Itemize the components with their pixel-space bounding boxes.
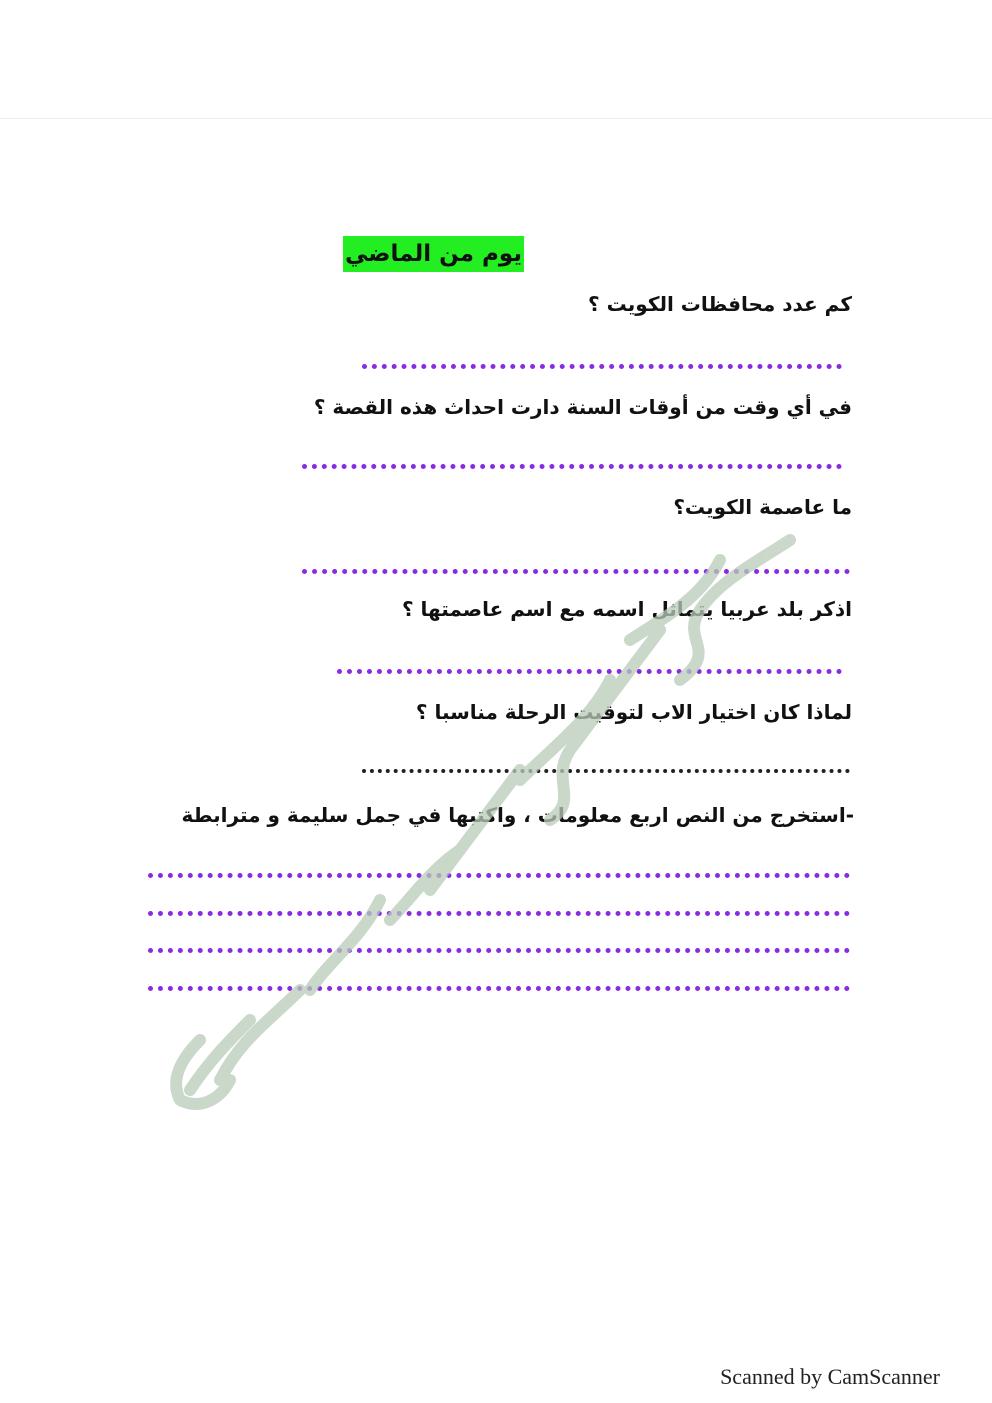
answer-line-1 (362, 364, 842, 369)
answer-line-6a (148, 873, 850, 878)
answer-line-6b (148, 911, 850, 916)
answer-line-4 (337, 669, 842, 674)
question-6: -استخرج من النص اربع معلومات ، واكتبها في جمل سليمة و مترابطة (181, 803, 854, 827)
question-1: كم عدد محافظات الكويت ؟ (588, 292, 852, 316)
question-5: لماذا كان اختيار الاب لتوقيت الرحلة مناسبا ؟ (415, 700, 852, 724)
question-4: اذكر بلد عربيا يتماثل اسمه مع اسم عاصمتها ؟ (401, 597, 852, 621)
worksheet-title: يوم من الماضي (343, 236, 524, 272)
scanner-footer: Scanned by CamScanner (720, 1364, 940, 1389)
answer-line-6d (148, 986, 850, 991)
answer-line-5 (362, 769, 850, 773)
answer-line-6c (148, 948, 850, 953)
question-2: في أي وقت من أوقات السنة دارت احداث هذه القصة ؟ (313, 395, 852, 419)
answer-line-3 (302, 569, 850, 574)
answer-line-2 (302, 464, 842, 469)
page-top-edge (0, 118, 992, 119)
question-3: ما عاصمة الكويت؟ (673, 495, 852, 519)
